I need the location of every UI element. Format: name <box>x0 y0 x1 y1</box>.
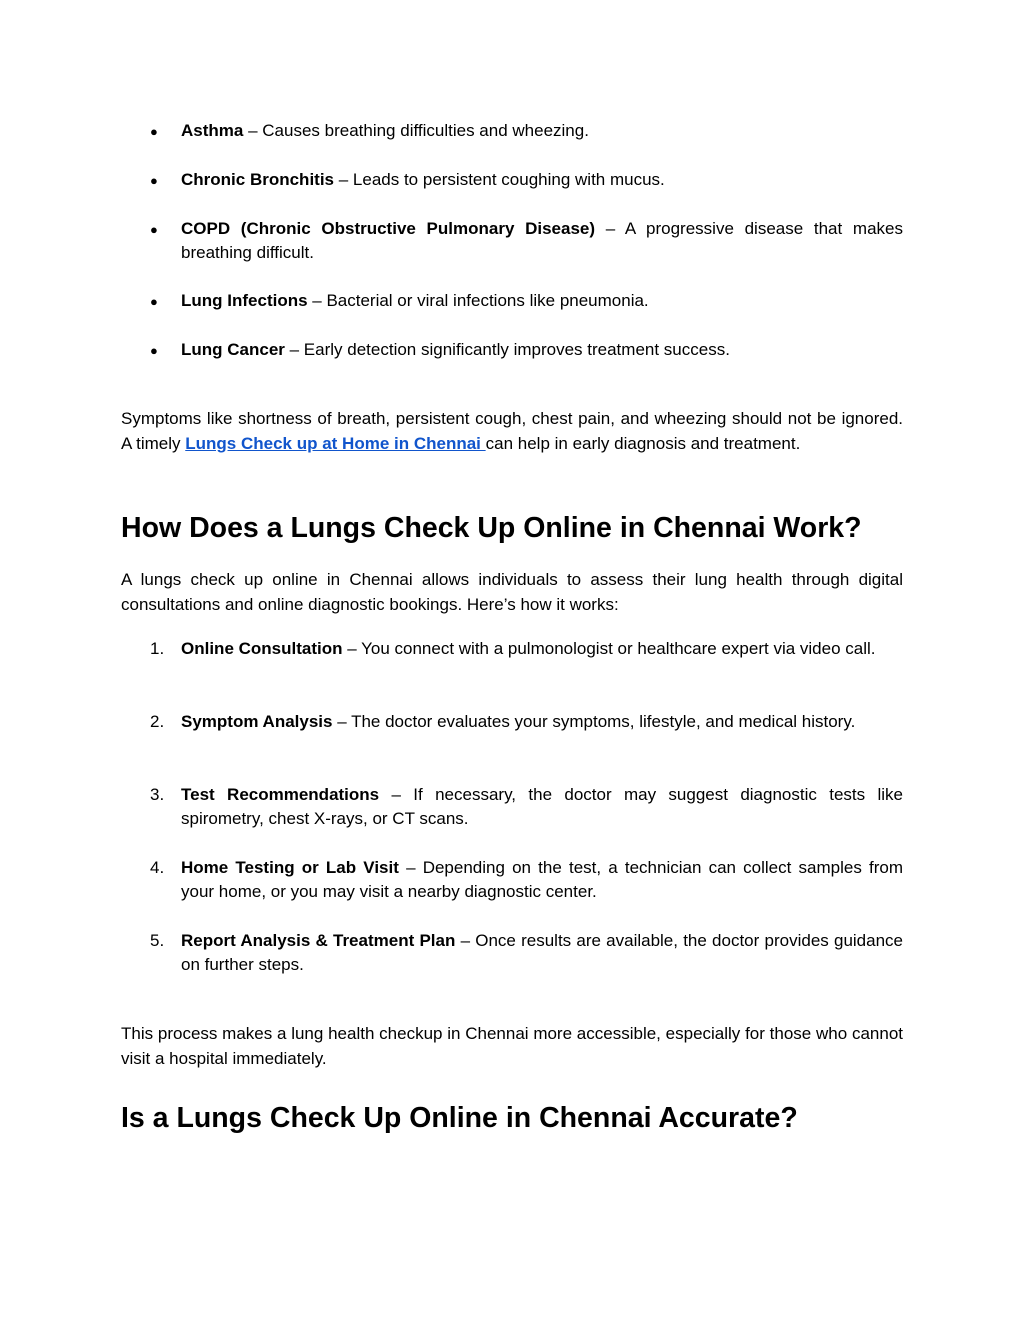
list-item <box>181 338 903 362</box>
list-item <box>181 856 903 904</box>
list-item-term: Home Testing or Lab Visit <box>181 858 399 877</box>
section-heading-how-it-works: How Does a Lungs Check Up Online in Chennai Work? <box>121 512 862 544</box>
step-number: 2. <box>150 712 165 731</box>
bullet-marker: ● <box>150 173 158 188</box>
paragraph-text: Symptoms like shortness of breath, persistent cough, chest pain, and wheezing should not be ignored. A timely <box>121 409 903 453</box>
list-item <box>181 783 903 831</box>
list-item-desc: – Bacterial or viral infections like pneumonia. <box>307 291 649 310</box>
bullet-marker: ● <box>150 343 158 358</box>
list-item-desc: – If necessary, the doctor may suggest diagnostic tests like spirometry, chest X-rays, or CT scans. <box>181 785 903 828</box>
bullet-marker: ● <box>150 294 158 309</box>
bullet-marker: ● <box>150 124 158 139</box>
list-item-desc: – Once results are available, the doctor provides guidance on further steps. <box>181 931 903 974</box>
list-item <box>181 217 903 265</box>
list-item-desc: – Leads to persistent coughing with mucus. <box>334 170 665 189</box>
step-number: 3. <box>150 785 165 804</box>
bullet-marker: ● <box>150 222 158 237</box>
list-item <box>181 289 903 313</box>
list-item-term: Chronic Bronchitis <box>181 170 335 189</box>
process-paragraph: This process makes a lung health checkup in Chennai more accessible, especially for those who cannot visit a hospital immediately. <box>121 1024 903 1068</box>
list-item-desc: – Depending on the test, a technician can collect samples from your home, or you may visit a nearby diagnostic center. <box>181 858 903 901</box>
list-item-desc: – The doctor evaluates your symptoms, lifestyle, and medical history. <box>332 712 856 731</box>
list-item-term: Symptom Analysis <box>181 712 333 731</box>
list-item-term: Test Recommendations <box>181 785 380 804</box>
list-item-term: Lung Infections <box>181 291 308 310</box>
section-heading-accuracy: Is a Lungs Check Up Online in Chennai Accurate? <box>121 1102 798 1134</box>
symptoms-paragraph <box>121 407 903 456</box>
list-item-term: Online Consultation <box>181 639 343 658</box>
list-item <box>181 168 903 192</box>
list-item-desc: – Early detection significantly improves treatment success. <box>284 340 730 359</box>
step-number: 5. <box>150 931 165 950</box>
list-item <box>181 637 903 661</box>
list-item-term: COPD (Chronic Obstructive Pulmonary Disease) <box>181 219 596 238</box>
step-number: 1. <box>150 639 165 658</box>
list-item-desc: – You connect with a pulmonologist or healthcare expert via video call. <box>342 639 876 658</box>
paragraph-text: can help in early diagnosis and treatment. <box>485 433 801 453</box>
list-item <box>181 119 903 143</box>
list-item-desc: – Causes breathing difficulties and wheezing. <box>243 121 589 140</box>
list-item <box>181 929 903 977</box>
how-intro-paragraph: A lungs check up online in Chennai allows individuals to assess their lung health through digital consultations and online diagnostic bookings. Here’s how it works: <box>121 570 903 614</box>
step-number: 4. <box>150 858 165 877</box>
lungs-checkup-home-link[interactable]: Lungs Check up at Home in Chennai <box>185 433 486 453</box>
list-item-term: Report Analysis & Treatment Plan <box>181 931 456 950</box>
list-item-term: Asthma <box>181 121 244 140</box>
list-item-desc: – A progressive disease that makes breathing difficult. <box>181 219 903 262</box>
list-item <box>181 710 903 734</box>
list-item-term: Lung Cancer <box>181 340 285 359</box>
